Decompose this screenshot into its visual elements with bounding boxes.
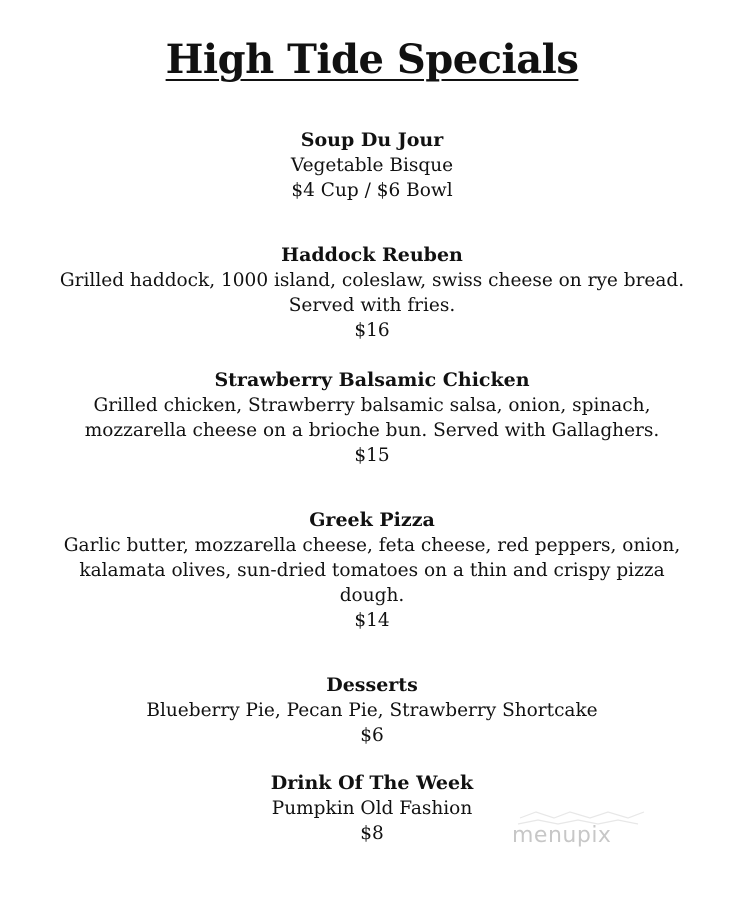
menu-item-soup-du-jour	[0, 128, 744, 203]
menu-item-price: $8	[360, 823, 384, 844]
menu-item-greek-pizza	[0, 508, 744, 633]
menu-item-name: Greek Pizza	[309, 509, 435, 531]
watermark-text: menupix	[512, 823, 612, 848]
menu-item-description: dough.	[339, 585, 405, 606]
menupix-watermark	[500, 806, 660, 866]
menu-item-price: $14	[354, 610, 390, 631]
menu-item-name: Desserts	[326, 674, 418, 696]
menu-item-description: mozzarella cheese on a brioche bun. Served with Gallaghers.	[84, 420, 660, 441]
menu-item-description: Garlic butter, mozzarella cheese, feta cheese, red peppers, onion,	[63, 535, 681, 556]
menu-item-description: Grilled chicken, Strawberry balsamic salsa, onion, spinach,	[93, 395, 651, 416]
menu-item-price: $6	[360, 725, 384, 746]
menu-item-description: Blueberry Pie, Pecan Pie, Strawberry Shortcake	[146, 700, 598, 721]
menu-item-strawberry-balsamic-chicken	[0, 368, 744, 468]
menu-item-price: $16	[354, 320, 390, 341]
menu-item-description: kalamata olives, sun-dried tomatoes on a thin and crispy pizza	[79, 560, 665, 581]
page-title	[0, 34, 744, 86]
menu-item-haddock-reuben	[0, 243, 744, 343]
menu-item-name: Strawberry Balsamic Chicken	[214, 369, 530, 391]
menu-item-description: Pumpkin Old Fashion	[271, 798, 473, 819]
menu-item-description: Served with fries.	[288, 295, 456, 316]
menu-item-desserts	[0, 673, 744, 748]
menu-item-description: Vegetable Bisque	[290, 155, 454, 176]
menu-item-name: Drink Of The Week	[270, 772, 474, 794]
menu-item-description: Grilled haddock, 1000 island, coleslaw, swiss cheese on rye bread.	[59, 270, 685, 291]
menu-item-name: Soup Du Jour	[300, 129, 444, 151]
menu-item-price: $15	[354, 445, 390, 466]
menu-item-name: Haddock Reuben	[281, 244, 463, 266]
page-title-text: High Tide Specials	[165, 36, 579, 83]
menu-item-price: $4 Cup / $6 Bowl	[291, 180, 453, 201]
